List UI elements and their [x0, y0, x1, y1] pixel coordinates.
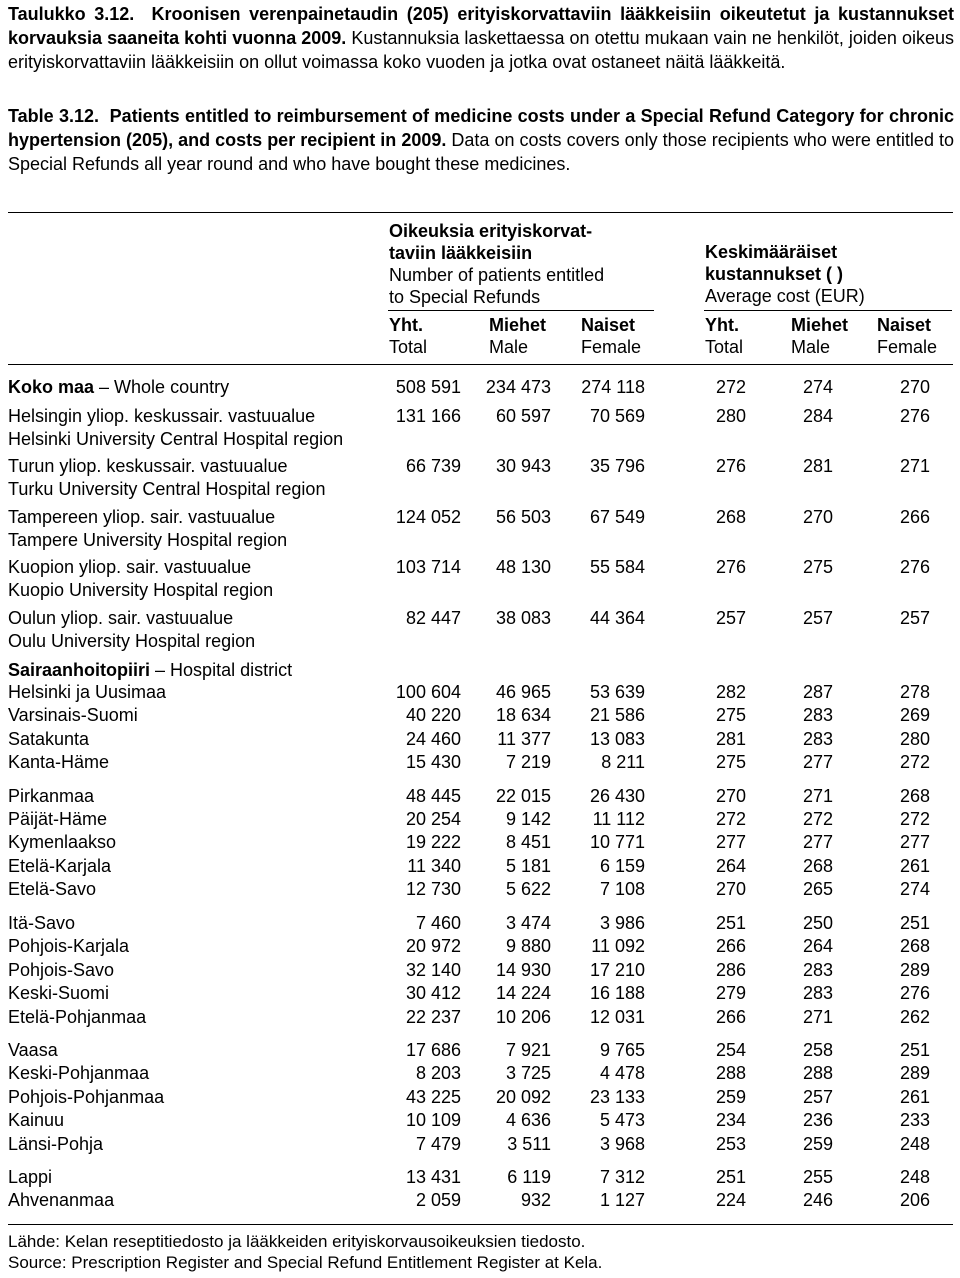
caption-fi-note: Kustannuksia laskettaessa on otettu mukaan vain ne henkilöt, joiden oikeus erityiskorvattaviin lääkkeisiin on ollut voimassa koko vuoden ja jotka ovat ostaneet näitä lääkkeitä.	[8, 28, 954, 72]
table-cell: 10 206	[495, 1007, 551, 1027]
table-cell: 48 130	[495, 557, 551, 577]
table-cell: 277	[899, 832, 930, 852]
row-label-en: Tampere University Hospital region	[8, 530, 288, 550]
table-cell: 280	[715, 406, 746, 426]
table-cell: 259	[802, 1134, 833, 1154]
table-cell: 289	[899, 960, 930, 980]
table-cell: 248	[899, 1167, 930, 1187]
table-cell: 3 511	[507, 1134, 551, 1154]
table-cell: 266	[715, 1007, 746, 1027]
table-cell: 262	[899, 1007, 930, 1027]
table-cell: 251	[899, 1040, 930, 1060]
table-cell: 4 636	[505, 1110, 551, 1130]
table-cell: 5 622	[505, 879, 551, 899]
table-cell: 280	[899, 729, 930, 749]
table-cell: 6 159	[599, 856, 645, 876]
row-label-en: Hospital district	[170, 660, 293, 680]
table-cell: 270	[899, 377, 930, 397]
table-cell: 7 460	[415, 913, 461, 933]
table-cell: 288	[802, 1063, 833, 1083]
table-cell: 275	[715, 752, 746, 772]
column-header-en: Total	[389, 337, 428, 357]
table-cell: 20 972	[405, 936, 461, 956]
source-en: Source: Prescription Register and Special Refund Entitlement Register at Kela.	[8, 1253, 603, 1272]
table-cell: 272	[899, 752, 930, 772]
table-cell: 2 059	[415, 1190, 461, 1210]
row-label-en: Oulu University Hospital region	[8, 631, 256, 651]
header-group2-fi-line1: Keskimääräiset	[705, 242, 838, 262]
table-cell: 30 943	[495, 456, 551, 476]
group2-underline	[704, 310, 952, 311]
table-top-rule	[8, 212, 953, 213]
table-cell: 257	[715, 608, 746, 628]
table-cell: 265	[802, 879, 833, 899]
table-cell: 103 714	[395, 557, 461, 577]
source-note	[8, 1231, 602, 1273]
table-cell: 10 771	[589, 832, 645, 852]
table-cell: 254	[715, 1040, 746, 1060]
row-label-en: Helsinki University Central Hospital region	[8, 429, 344, 449]
table-cell: 246	[802, 1190, 833, 1210]
table-cell: 281	[802, 456, 833, 476]
table-cell: 275	[715, 705, 746, 725]
row-label: Oulun yliop. sair. vastuualue	[8, 608, 234, 628]
row-label: Kymenlaakso	[8, 832, 117, 852]
table-cell: 257	[802, 1087, 833, 1107]
row-label: Tampereen yliop. sair. vastuualue	[8, 507, 276, 527]
table-cell: 23 133	[589, 1087, 645, 1107]
table-cell: 253	[715, 1134, 746, 1154]
row-label: Satakunta	[8, 729, 90, 749]
table-cell: 287	[802, 682, 833, 702]
row-label: Pohjois-Savo	[8, 960, 115, 980]
header-group2-fi-line2: kustannukset ( )	[705, 264, 844, 284]
table-cell: 22 015	[495, 786, 551, 806]
table-cell: 248	[899, 1134, 930, 1154]
row-label: Vaasa	[8, 1040, 58, 1060]
table-cell: 7 219	[505, 752, 551, 772]
table-cell: 268	[899, 936, 930, 956]
table-cell: 43 225	[405, 1087, 461, 1107]
column-header-en: Female	[581, 337, 642, 357]
row-label: Pohjois-Karjala	[8, 936, 130, 956]
table-cell: 55 584	[589, 557, 645, 577]
caption-fi-label: Taulukko 3.12.	[8, 4, 135, 24]
row-label: Itä-Savo	[8, 913, 76, 933]
table-cell: 271	[802, 786, 833, 806]
row-label: Helsinki ja Uusimaa	[8, 682, 167, 702]
table-cell: 18 634	[495, 705, 551, 725]
table-cell: 67 549	[589, 507, 645, 527]
table-cell: 272	[715, 809, 746, 829]
table-cell: 233	[899, 1110, 930, 1130]
table-cell: 46 965	[495, 682, 551, 702]
table-cell: 282	[715, 682, 746, 702]
table-cell: 255	[802, 1167, 833, 1187]
table-cell: 234	[715, 1110, 746, 1130]
caption-en-note: Data on costs covers only those recipients who were entitled to Special Refunds all year round and who have bought these medicines.	[8, 130, 954, 174]
table-cell: 11 112	[592, 809, 645, 829]
caption-en-title: Patients entitled to reimbursement of medicine costs under a Special Refund Category for chronic hypertension (205), and costs per recipient in 2009.	[8, 106, 954, 150]
table-cell: 6 119	[507, 1167, 551, 1187]
row-label: Etelä-Karjala	[8, 856, 112, 876]
table-cell: 100 604	[395, 682, 461, 702]
table-cell: 17 210	[589, 960, 645, 980]
table-cell: 259	[715, 1087, 746, 1107]
column-header-fi: Naiset	[877, 315, 932, 335]
table-cell: 20 092	[495, 1087, 551, 1107]
table-cell: 236	[802, 1110, 833, 1130]
table-cell: 932	[520, 1190, 551, 1210]
table-cell: 5 181	[505, 856, 551, 876]
table-cell: 13 431	[405, 1167, 461, 1187]
table-bottom-rule	[8, 1224, 953, 1225]
table-cell: 24 460	[405, 729, 461, 749]
table-cell: 48 445	[405, 786, 461, 806]
table-cell: 275	[802, 557, 833, 577]
source-fi: Lähde: Kelan reseptitiedosto ja lääkkeiden erityiskorvausoikeuksien tiedosto.	[8, 1232, 586, 1251]
table-cell: 3 474	[505, 913, 551, 933]
row-label: Koko maa – Whole country	[8, 377, 230, 397]
table-cell: 276	[715, 456, 746, 476]
table-cell: 11 340	[407, 856, 461, 876]
caption-english	[8, 104, 954, 176]
table-cell: 278	[899, 682, 930, 702]
table-cell: 40 220	[405, 705, 461, 725]
table-cell: 261	[899, 856, 930, 876]
group1-underline	[388, 310, 654, 311]
row-label: Helsingin yliop. keskussair. vastuualue	[8, 406, 316, 426]
row-label: Turun yliop. keskussair. vastuualue	[8, 456, 288, 476]
row-label-fi: Koko maa	[8, 377, 95, 397]
row-label: Etelä-Pohjanmaa	[8, 1007, 147, 1027]
column-header-en: Male	[791, 337, 831, 357]
table-cell: 272	[802, 809, 833, 829]
table-cell: 12 031	[589, 1007, 645, 1027]
row-label: Pirkanmaa	[8, 786, 95, 806]
table-cell: 9 142	[505, 809, 551, 829]
header-group1-fi-line1: Oikeuksia erityiskorvat-	[389, 221, 593, 241]
column-header-fi: Yht.	[389, 315, 423, 335]
table-cell: 271	[899, 456, 930, 476]
table-cell: 283	[802, 705, 833, 725]
table-cell: 289	[899, 1063, 930, 1083]
row-label: Ahvenanmaa	[8, 1190, 115, 1210]
column-header-fi: Yht.	[705, 315, 739, 335]
table-cell: 508 591	[395, 377, 461, 397]
table-cell: 277	[802, 752, 833, 772]
table-cell: 8 211	[601, 752, 645, 772]
row-label-en: Turku University Central Hospital region	[8, 479, 326, 499]
header-group-costs	[705, 241, 865, 307]
table-cell: 269	[899, 705, 930, 725]
row-label: Pohjois-Pohjanmaa	[8, 1087, 165, 1107]
caption-finnish	[8, 2, 954, 74]
table-cell: 264	[715, 856, 746, 876]
table-cell: 257	[899, 608, 930, 628]
table-cell: 11 092	[591, 936, 645, 956]
row-label: Länsi-Pohja	[8, 1134, 104, 1154]
table-cell: 44 364	[589, 608, 645, 628]
table-cell: 276	[899, 557, 930, 577]
caption-fi-title: Kroonisen verenpainetaudin (205) erityiskorvattaviin lääkkeisiin oikeutetut ja kustannukset korvauksia saaneita kohti vuonna 2009.	[8, 4, 954, 48]
row-label: Etelä-Savo	[8, 879, 97, 899]
table-cell: 266	[715, 936, 746, 956]
row-label: Sairaanhoitopiiri – Hospital district	[8, 660, 293, 680]
table-cell: 274	[802, 377, 833, 397]
table-cell: 274 118	[581, 377, 645, 397]
table-cell: 206	[899, 1190, 930, 1210]
table-cell: 8 203	[415, 1063, 461, 1083]
header-group-patients	[389, 220, 604, 308]
table-cell: 288	[715, 1063, 746, 1083]
row-label: Lappi	[8, 1167, 53, 1187]
table-cell: 7 921	[505, 1040, 551, 1060]
column-header-en: Total	[705, 337, 744, 357]
table-cell: 283	[802, 983, 833, 1003]
table-cell: 277	[802, 832, 833, 852]
table-cell: 66 739	[405, 456, 461, 476]
table-cell: 32 140	[405, 960, 461, 980]
table-cell: 22 237	[405, 1007, 461, 1027]
table-cell: 3 968	[599, 1134, 645, 1154]
table-cell: 224	[715, 1190, 746, 1210]
table-cell: 70 569	[589, 406, 645, 426]
table-cell: 283	[802, 729, 833, 749]
table-cell: 38 083	[495, 608, 551, 628]
table-cell: 271	[802, 1007, 833, 1027]
row-label: Päijät-Häme	[8, 809, 108, 829]
header-group1-fi-line2: taviin lääkkeisiin	[389, 243, 533, 263]
table-cell: 270	[802, 507, 833, 527]
table-cell: 56 503	[495, 507, 551, 527]
table-cell: 14 224	[495, 983, 551, 1003]
table-cell: 3 725	[505, 1063, 551, 1083]
header-group2-en-line1: Average cost (EUR)	[705, 286, 865, 306]
row-label-en: Kuopio University Hospital region	[8, 580, 274, 600]
table-cell: 13 083	[589, 729, 645, 749]
header-group1-en-line2: to Special Refunds	[389, 287, 541, 307]
table-cell: 12 730	[405, 879, 461, 899]
table-cell: 286	[715, 960, 746, 980]
table-cell: 257	[802, 608, 833, 628]
table-cell: 4 478	[599, 1063, 645, 1083]
table-cell: 251	[715, 1167, 746, 1187]
table-cell: 7 312	[599, 1167, 645, 1187]
header-group1-en-line1: Number of patients entitled	[389, 265, 605, 285]
table-cell: 281	[715, 729, 746, 749]
row-label: Kainuu	[8, 1110, 65, 1130]
table-cell: 16 188	[589, 983, 645, 1003]
row-label-en: Whole country	[114, 377, 230, 397]
table-cell: 15 430	[405, 752, 461, 772]
column-header-en: Male	[489, 337, 529, 357]
table-cell: 11 377	[497, 729, 551, 749]
table-cell: 276	[899, 406, 930, 426]
table-cell: 7 479	[415, 1134, 461, 1154]
table-cell: 60 597	[495, 406, 551, 426]
row-label: Keski-Suomi	[8, 983, 110, 1003]
table-cell: 30 412	[405, 983, 461, 1003]
table-cell: 53 639	[589, 682, 645, 702]
table-cell: 276	[899, 983, 930, 1003]
table-cell: 7 108	[599, 879, 645, 899]
table-cell: 3 986	[599, 913, 645, 933]
table-cell: 82 447	[405, 608, 461, 628]
table-cell: 272	[715, 377, 746, 397]
table-cell: 131 166	[395, 406, 461, 426]
table-cell: 268	[899, 786, 930, 806]
table-cell: 279	[715, 983, 746, 1003]
table-cell: 272	[899, 809, 930, 829]
row-label: Kuopion yliop. sair. vastuualue	[8, 557, 252, 577]
table-cell: 261	[899, 1087, 930, 1107]
table-cell: 264	[802, 936, 833, 956]
row-label-fi: Sairaanhoitopiiri	[8, 660, 151, 680]
table-cell: 284	[802, 406, 833, 426]
table-cell: 17 686	[405, 1040, 461, 1060]
header-bottom-rule	[8, 364, 953, 365]
table-cell: 250	[802, 913, 833, 933]
caption-en-label: Table 3.12.	[8, 106, 100, 126]
row-label: Kanta-Häme	[8, 752, 110, 772]
column-header-fi: Naiset	[581, 315, 636, 335]
table-cell: 26 430	[589, 786, 645, 806]
table-cell: 9 765	[599, 1040, 645, 1060]
table-cell: 277	[715, 832, 746, 852]
table-cell: 268	[715, 507, 746, 527]
table-cell: 21 586	[589, 705, 645, 725]
table-cell: 270	[715, 786, 746, 806]
column-header-fi: Miehet	[489, 315, 547, 335]
table-cell: 1 127	[599, 1190, 645, 1210]
table-cell: 8 451	[505, 832, 551, 852]
row-label: Keski-Pohjanmaa	[8, 1063, 150, 1083]
table-cell: 251	[899, 913, 930, 933]
table-cell: 35 796	[589, 456, 645, 476]
table-cell: 266	[899, 507, 930, 527]
table-cell: 268	[802, 856, 833, 876]
table-cell: 10 109	[405, 1110, 461, 1130]
table-cell: 234 473	[485, 377, 551, 397]
table-cell: 276	[715, 557, 746, 577]
table-cell: 124 052	[395, 507, 461, 527]
row-label: Varsinais-Suomi	[8, 705, 138, 725]
table-cell: 14 930	[495, 960, 551, 980]
table-cell: 19 222	[405, 832, 461, 852]
table-cell: 270	[715, 879, 746, 899]
column-header-en: Female	[877, 337, 938, 357]
column-header-fi: Miehet	[791, 315, 849, 335]
table-cell: 274	[899, 879, 930, 899]
table-cell: 283	[802, 960, 833, 980]
table-cell: 251	[715, 913, 746, 933]
table-cell: 258	[802, 1040, 833, 1060]
table-cell: 9 880	[505, 936, 551, 956]
table-cell: 5 473	[599, 1110, 645, 1130]
table-cell: 20 254	[405, 809, 461, 829]
